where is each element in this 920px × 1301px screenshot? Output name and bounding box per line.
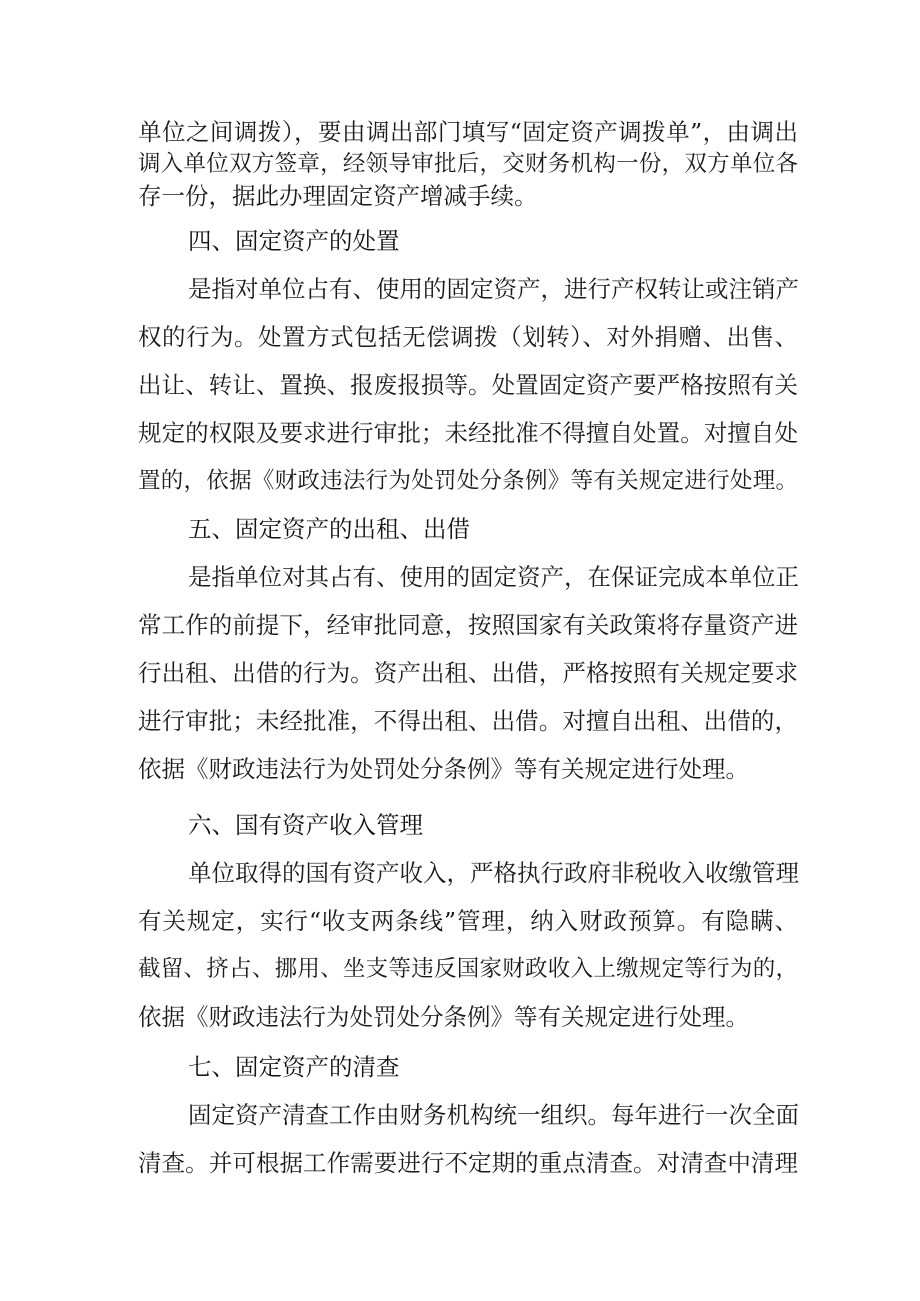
paragraph-line: 依据《财政违法行为处罚处分条例》等有关规定进行处理。 bbox=[138, 755, 749, 783]
paragraph-line: 调入单位双方签章，经领导审批后，交财务机构一份，双方单位各 bbox=[138, 151, 798, 177]
section-heading: 四、固定资产的处置 bbox=[188, 227, 400, 255]
paragraph-line: 截留、挤占、挪用、坐支等违反国家财政收入上缴规定等行为的， bbox=[138, 956, 798, 982]
paragraph-line: 是指单位对其占有、使用的固定资产，在保证完成本单位正 bbox=[188, 563, 799, 591]
paragraph-line: 权的行为。处置方式包括无偿调拨（划转）、对外捐赠、出售、 bbox=[138, 323, 798, 351]
paragraph-line: 有关规定，实行“收支两条线”管理，纳入财政预算。有隐瞒、 bbox=[138, 907, 798, 935]
paragraph-line: 固定资产清查工作由财务机构统一组织。每年进行一次全面 bbox=[188, 1101, 799, 1129]
paragraph-line: 清查。并可根据工作需要进行不定期的重点清查。对清查中清理 bbox=[138, 1149, 798, 1177]
paragraph-line: 行出租、出借的行为。资产出租、出借，严格按照有关规定要求 bbox=[138, 659, 798, 687]
paragraph-line: 规定的权限及要求进行审批；未经批准不得擅自处置。对擅自处 bbox=[138, 419, 798, 447]
paragraph-line: 进行审批；未经批准，不得出租、出借。对擅自出租、出借的， bbox=[138, 707, 798, 735]
paragraph-line: 出让、转让、置换、报废报损等。处置固定资产要严格按照有关 bbox=[138, 371, 798, 399]
paragraph-line: 存一份，据此办理固定资产增减手续。 bbox=[138, 182, 538, 210]
paragraph-line: 单位之间调拨），要由调出部门填写“固定资产调拨单”，由调出 bbox=[138, 118, 798, 146]
section-heading: 六、国有资产收入管理 bbox=[188, 811, 423, 839]
paragraph-line: 置的，依据《财政违法行为处罚处分条例》等有关规定进行处理。 bbox=[138, 468, 798, 494]
paragraph-line: 依据《财政违法行为处罚处分条例》等有关规定进行处理。 bbox=[138, 1003, 749, 1031]
paragraph-line: 是指对单位占有、使用的固定资产，进行产权转让或注销产 bbox=[188, 275, 799, 303]
paragraph-line: 单位取得的国有资产收入，严格执行政府非税收入收缴管理 bbox=[188, 859, 799, 887]
paragraph-line: 常工作的前提下，经审批同意，按照国家有关政策将存量资产进 bbox=[138, 611, 798, 639]
section-heading: 五、固定资产的出租、出借 bbox=[188, 515, 470, 543]
section-heading: 七、固定资产的清查 bbox=[188, 1053, 400, 1081]
